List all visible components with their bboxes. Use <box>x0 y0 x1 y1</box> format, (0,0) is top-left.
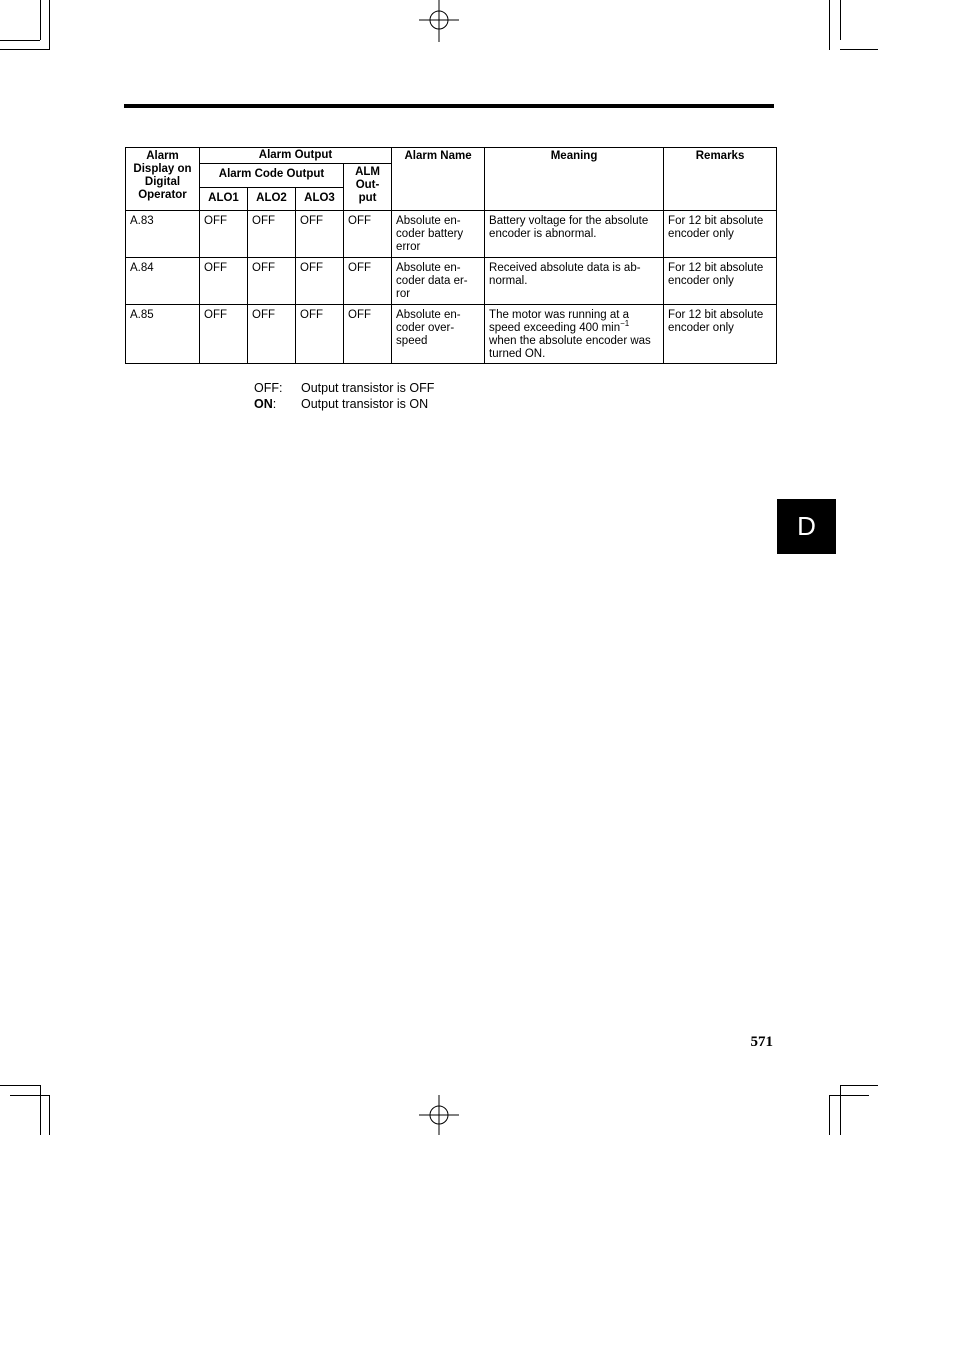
crop-mark-bl-h <box>0 1085 40 1086</box>
legend-item <box>254 380 434 396</box>
crop-mark-tl-h2 <box>0 40 40 41</box>
crop-mark-bl-v <box>49 1095 50 1135</box>
header-remarks: Remarks <box>664 148 777 211</box>
cell-alo1: OFF <box>200 258 248 305</box>
header-alm-output: ALM Out-put <box>344 164 392 211</box>
legend-key: OFF: <box>254 381 283 395</box>
crop-mark-br-h <box>840 1085 878 1086</box>
cell-alm: OFF <box>344 258 392 305</box>
cell-alo3: OFF <box>296 305 344 364</box>
crop-mark-tl-v <box>49 0 50 50</box>
meaning-superscript: −1 <box>620 319 630 329</box>
crop-mark-tr-v <box>829 0 830 50</box>
legend-text: Output transistor is OFF <box>301 381 435 395</box>
crop-mark-bl-v2 <box>40 1085 41 1135</box>
cell-alo1: OFF <box>200 305 248 364</box>
alarm-table <box>125 147 777 364</box>
cell-alm: OFF <box>344 305 392 364</box>
crop-mark-tr-v2 <box>840 0 841 40</box>
table-row <box>126 258 777 305</box>
cell-alo2: OFF <box>248 211 296 258</box>
header-alo1: ALO1 <box>200 188 248 211</box>
table-row <box>126 211 777 258</box>
header-alo2: ALO2 <box>248 188 296 211</box>
crop-mark-tr-h <box>840 49 878 50</box>
table-row <box>126 305 777 364</box>
cell-alo3: OFF <box>296 211 344 258</box>
registration-mark-bottom-icon <box>419 1095 459 1135</box>
cell-alm: OFF <box>344 211 392 258</box>
cell-meaning: Battery voltage for the absolute encoder is abnormal. <box>485 211 664 258</box>
cell-alarm-name: Absolute en-coder battery error <box>392 211 485 258</box>
legend <box>254 380 434 412</box>
cell-meaning: Received absolute data is ab-normal. <box>485 258 664 305</box>
cell-display: A.85 <box>126 305 200 364</box>
cell-alo3: OFF <box>296 258 344 305</box>
cell-display: A.84 <box>126 258 200 305</box>
cell-alarm-name: Absolute en-coder data er-ror <box>392 258 485 305</box>
header-rule <box>124 104 774 108</box>
crop-mark-bl-h2 <box>10 1095 50 1096</box>
registration-mark-top-icon <box>419 0 459 42</box>
legend-item <box>254 396 434 412</box>
cell-remarks: For 12 bit absolute encoder only <box>664 305 777 364</box>
cell-alo2: OFF <box>248 305 296 364</box>
cell-alarm-name: Absolute en-coder over-speed <box>392 305 485 364</box>
legend-key <box>254 396 301 412</box>
cell-remarks: For 12 bit absolute encoder only <box>664 211 777 258</box>
page-number: 571 <box>750 1034 773 1050</box>
section-tab: D <box>777 499 836 554</box>
header-meaning: Meaning <box>485 148 664 211</box>
legend-text: Output transistor is ON <box>301 397 429 411</box>
cell-remarks: For 12 bit absolute encoder only <box>664 258 777 305</box>
cell-meaning <box>485 305 664 364</box>
cell-display: A.83 <box>126 211 200 258</box>
legend-key-bold: ON <box>254 397 273 411</box>
header-alarm-name: Alarm Name <box>392 148 485 211</box>
legend-key-suffix: : <box>272 397 277 411</box>
crop-mark-tl-h <box>0 49 50 50</box>
meaning-text: The motor was running at a speed exceeding 400 min <box>489 309 630 334</box>
cell-alo2: OFF <box>248 258 296 305</box>
meaning-text-continued: when the absolute encoder was turned ON. <box>489 335 651 360</box>
header-alo3: ALO3 <box>296 188 344 211</box>
header-alarm-display: Alarm Display on Digital Operator <box>126 148 200 211</box>
crop-mark-tl-v2 <box>40 0 41 40</box>
header-alarm-output: Alarm Output <box>200 148 392 164</box>
crop-mark-br-v <box>829 1095 830 1135</box>
crop-mark-br-h2 <box>829 1095 869 1096</box>
header-alarm-code-output: Alarm Code Output <box>200 164 344 188</box>
crop-mark-br-v2 <box>840 1085 841 1135</box>
cell-alo1: OFF <box>200 211 248 258</box>
